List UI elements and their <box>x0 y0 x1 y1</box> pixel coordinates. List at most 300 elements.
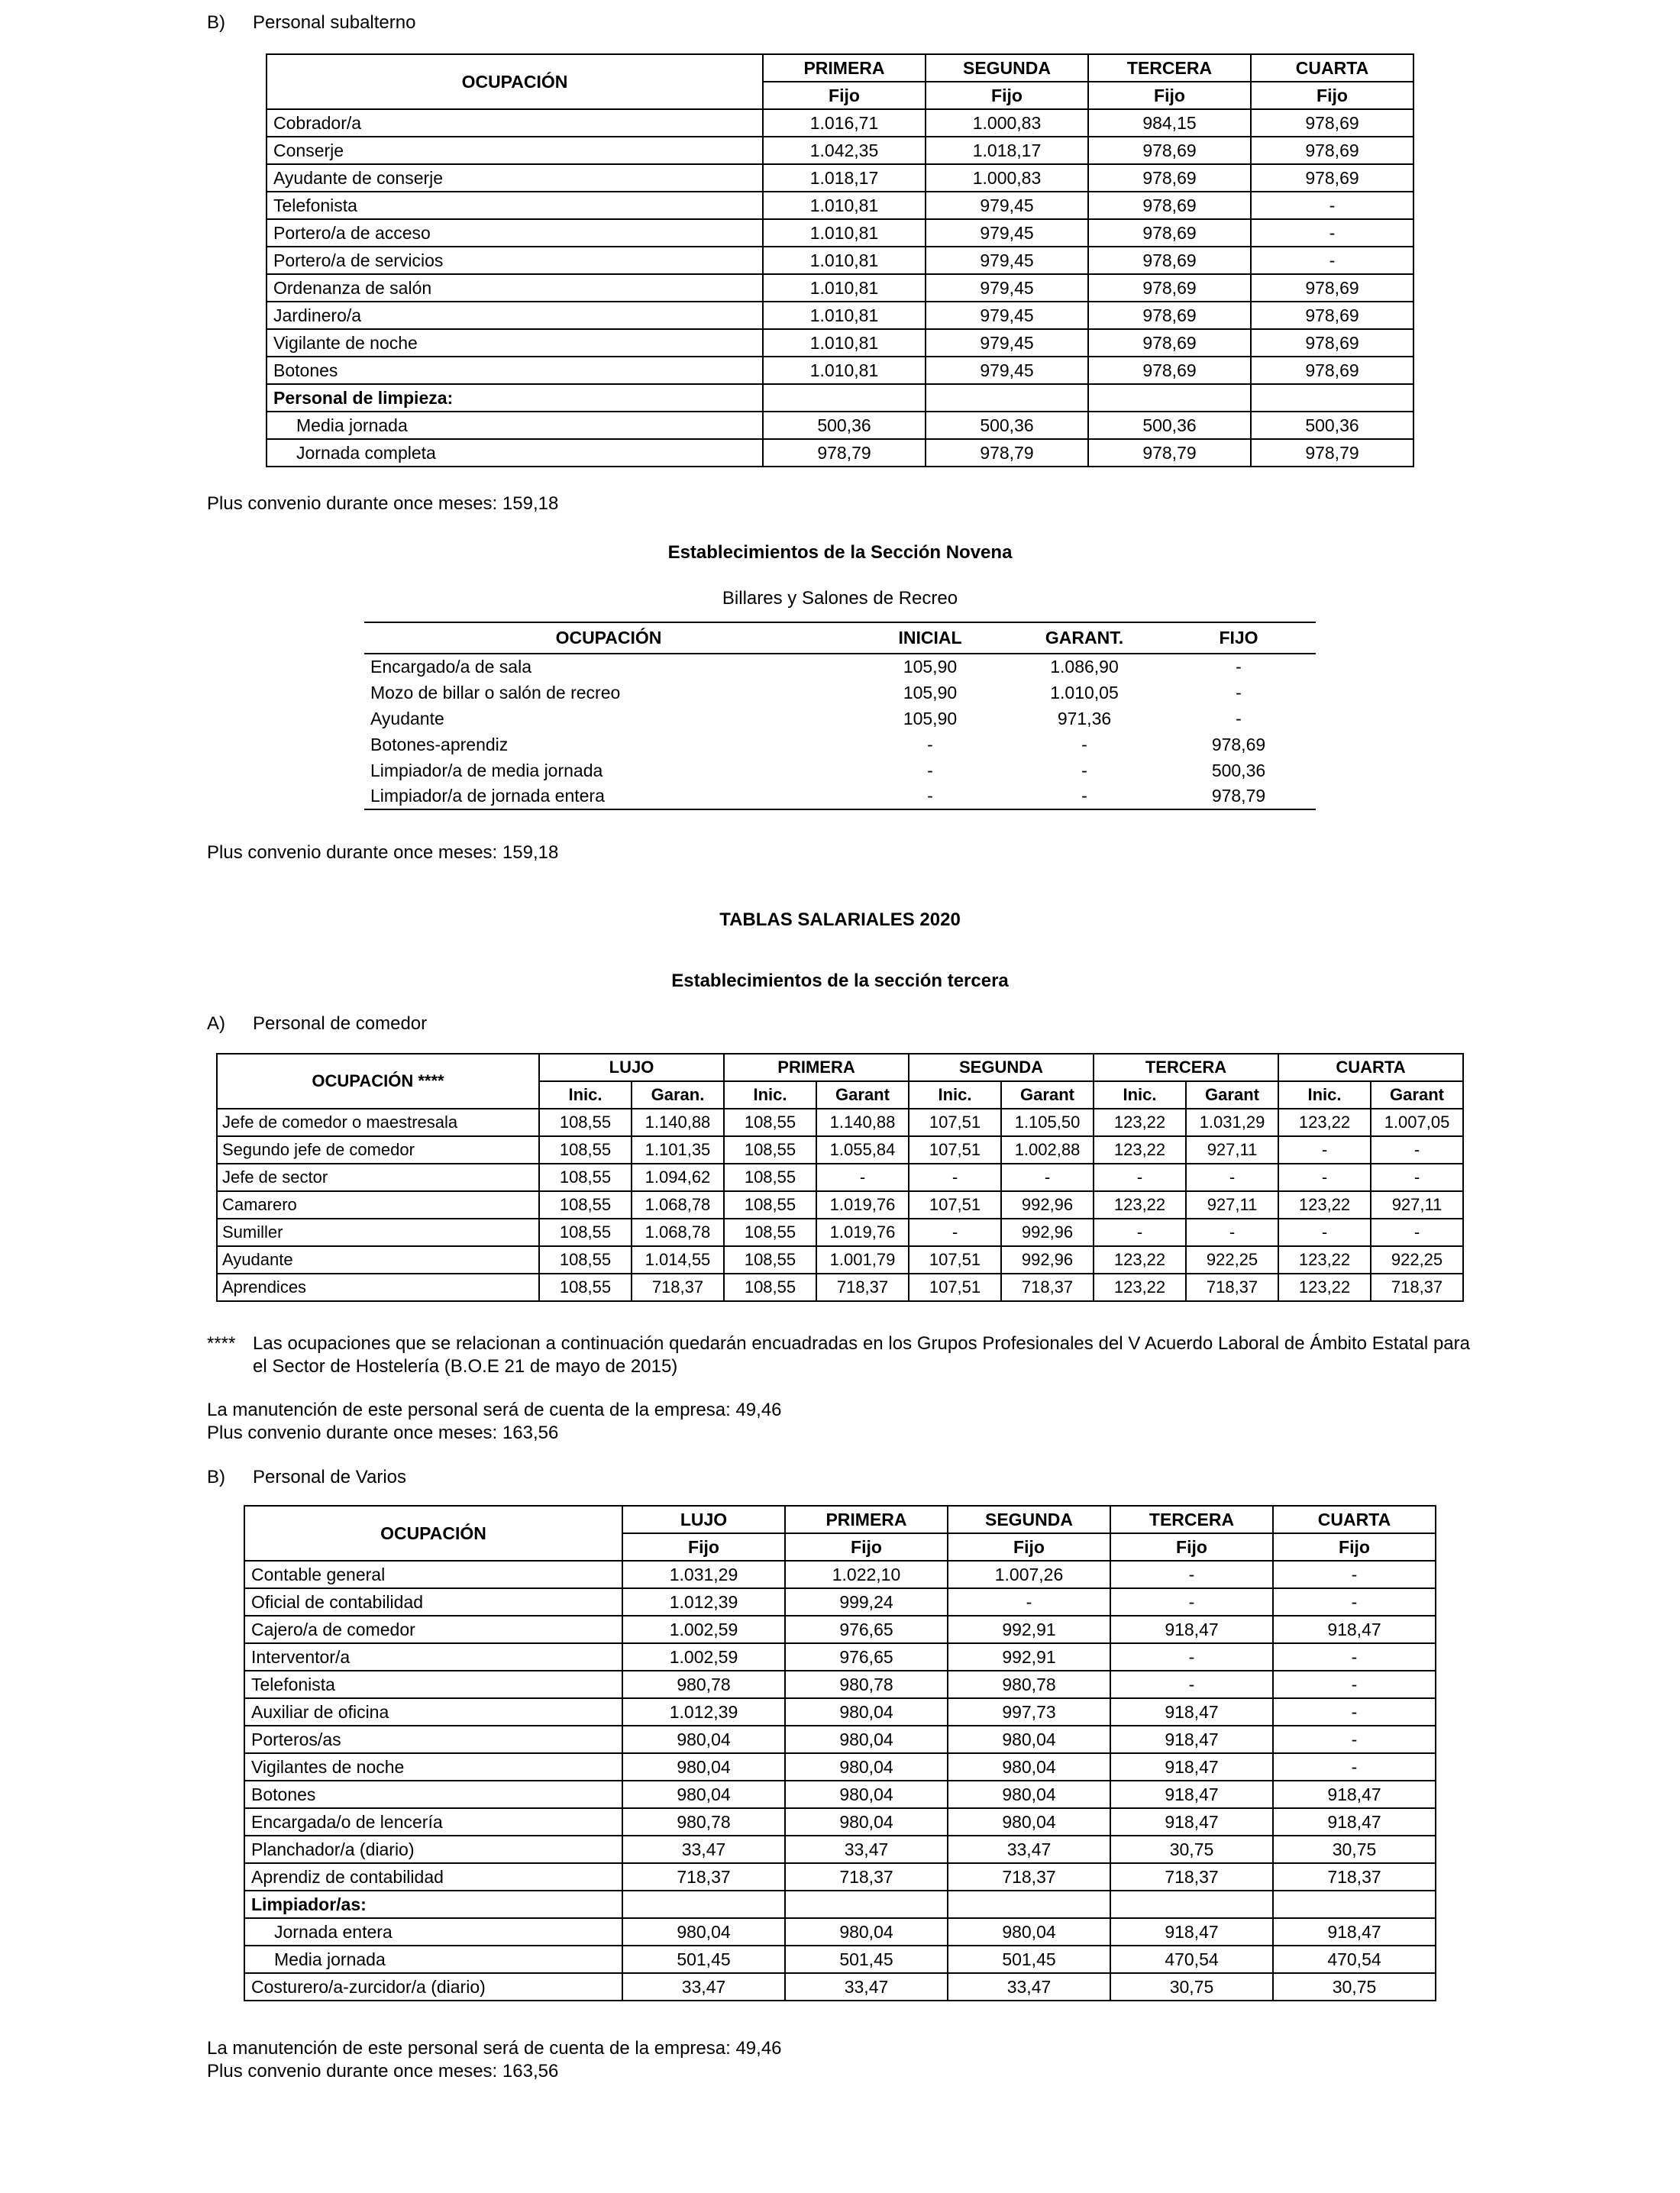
value-cell: 123,22 <box>1094 1274 1186 1301</box>
value-cell: 718,37 <box>1371 1274 1463 1301</box>
value-cell: 33,47 <box>785 1973 948 2001</box>
value-cell: 1.019,76 <box>816 1219 909 1246</box>
table-row <box>267 109 1413 137</box>
table-row <box>244 1616 1436 1643</box>
value-cell: 108,55 <box>724 1219 816 1246</box>
section-label: B) <box>207 12 225 33</box>
value-cell: 999,24 <box>785 1588 948 1616</box>
value-cell: 1.101,35 <box>632 1136 724 1164</box>
value-cell: 1.010,81 <box>763 274 926 302</box>
value-cell: 1.010,81 <box>763 192 926 219</box>
value-cell: 978,79 <box>926 439 1088 467</box>
value-cell: 978,69 <box>1251 109 1413 137</box>
value-cell: 978,69 <box>1088 164 1251 192</box>
section-heading-subalterno <box>207 12 1680 34</box>
value-cell: 1.016,71 <box>763 109 926 137</box>
value-cell: 33,47 <box>622 1836 785 1863</box>
column-header-segunda: SEGUNDA <box>926 54 1088 82</box>
value-cell: 500,36 <box>926 412 1088 439</box>
value-cell: 1.094,62 <box>632 1164 724 1191</box>
occupation-cell: Aprendiz de contabilidad <box>244 1863 622 1891</box>
value-cell: 33,47 <box>948 1836 1110 1863</box>
value-cell: 123,22 <box>1278 1246 1371 1274</box>
value-cell: 501,45 <box>948 1946 1110 1973</box>
value-cell: 107,51 <box>909 1109 1001 1136</box>
occupation-cell: Jornada entera <box>244 1918 622 1946</box>
table-row <box>244 1588 1436 1616</box>
value-cell: 718,37 <box>816 1274 909 1301</box>
heading-seccion-novena: Establecimientos de la Sección Novena <box>667 542 1013 563</box>
column-subheader-garant: Garant <box>1001 1081 1094 1109</box>
value-cell: - <box>1273 1698 1436 1726</box>
value-cell: - <box>1278 1219 1371 1246</box>
value-cell: - <box>927 786 933 806</box>
table-row <box>267 247 1413 274</box>
plus-convenio-note: Plus convenio durante once meses: 163,56 <box>207 2061 559 2082</box>
value-cell: 978,79 <box>1088 439 1251 467</box>
value-cell: 979,45 <box>926 329 1088 357</box>
value-cell: - <box>1081 734 1087 754</box>
value-cell: 978,69 <box>1088 357 1251 384</box>
column-subheader-garant: Garant <box>1186 1081 1278 1109</box>
table-row <box>267 384 1413 412</box>
value-cell: 976,65 <box>785 1616 948 1643</box>
value-cell: 1.002,88 <box>1001 1136 1094 1164</box>
value-cell: 976,65 <box>785 1643 948 1671</box>
value-cell: 718,37 <box>1001 1274 1094 1301</box>
section-title: Personal de Varios <box>253 1467 406 1487</box>
column-subheader-inic: Inic. <box>909 1081 1001 1109</box>
value-cell: 718,37 <box>622 1863 785 1891</box>
value-cell: 918,47 <box>1273 1918 1436 1946</box>
value-cell <box>1251 384 1413 412</box>
value-cell: 1.010,81 <box>763 329 926 357</box>
value-cell <box>926 384 1088 412</box>
value-cell: 978,69 <box>1251 137 1413 164</box>
occupation-cell: Telefonista <box>244 1671 622 1698</box>
value-cell: 978,69 <box>1251 329 1413 357</box>
occupation-cell: Ayudante <box>370 708 444 728</box>
value-cell: 927,11 <box>1186 1136 1278 1164</box>
column-subheader-garan: Garan. <box>632 1081 724 1109</box>
value-cell: 123,22 <box>1094 1136 1186 1164</box>
value-cell: - <box>1094 1164 1186 1191</box>
value-cell: 30,75 <box>1110 1973 1273 2001</box>
section-heading-comedor <box>207 1013 1680 1035</box>
footnote-text: Las ocupaciones que se relacionan a continuación quedarán encuadradas en los Grupos Profesionales del V Acuerdo Laboral de Ámbito Estatal para el Sector de Hostelería (B.O.E 21 de mayo de 2015) <box>253 1333 1470 1377</box>
value-cell: - <box>1273 1726 1436 1753</box>
value-cell: 123,22 <box>1278 1109 1371 1136</box>
value-cell: 107,51 <box>909 1191 1001 1219</box>
value-cell: 500,36 <box>1088 412 1251 439</box>
value-cell: 108,55 <box>724 1246 816 1274</box>
value-cell: - <box>1094 1219 1186 1246</box>
value-cell: 980,04 <box>948 1808 1110 1836</box>
occupation-cell: Porteros/as <box>244 1726 622 1753</box>
value-cell: 108,55 <box>539 1164 632 1191</box>
value-cell: - <box>1278 1136 1371 1164</box>
value-cell: - <box>1186 1219 1278 1246</box>
value-cell: 1.010,81 <box>763 247 926 274</box>
value-cell: 980,04 <box>785 1698 948 1726</box>
occupation-cell: Ayudante <box>217 1246 539 1274</box>
table-row <box>244 1643 1436 1671</box>
value-cell: - <box>1273 1643 1436 1671</box>
value-cell: 978,79 <box>1211 786 1266 806</box>
value-cell: 980,04 <box>948 1781 1110 1808</box>
value-cell: 980,04 <box>785 1726 948 1753</box>
occupation-cell: Botones <box>244 1781 622 1808</box>
table-row <box>244 1863 1436 1891</box>
table-row <box>244 1726 1436 1753</box>
value-cell: 108,55 <box>724 1164 816 1191</box>
table-row <box>267 302 1413 329</box>
occupation-cell: Vigilante de noche <box>267 329 763 357</box>
value-cell: 980,04 <box>622 1726 785 1753</box>
value-cell: 1.018,17 <box>926 137 1088 164</box>
column-header-ocupacion: OCUPACIÓN <box>364 622 853 654</box>
value-cell: 992,96 <box>1001 1246 1094 1274</box>
value-cell: - <box>1371 1164 1463 1191</box>
value-cell: - <box>927 760 933 780</box>
value-cell: 918,47 <box>1110 1781 1273 1808</box>
value-cell: 1.031,29 <box>1186 1109 1278 1136</box>
table-row <box>267 192 1413 219</box>
value-cell: 500,36 <box>1251 412 1413 439</box>
manutencion-note: La manutención de este personal será de cuenta de la empresa: 49,46 <box>207 1400 782 1420</box>
value-cell: - <box>1186 1164 1278 1191</box>
column-header-cuarta: CUARTA <box>1273 1506 1436 1533</box>
value-cell: 980,04 <box>622 1781 785 1808</box>
occupation-cell: Encargada/o de lencería <box>244 1808 622 1836</box>
value-cell: - <box>1110 1588 1273 1616</box>
value-cell: 123,22 <box>1278 1274 1371 1301</box>
value-cell: - <box>1273 1671 1436 1698</box>
occupation-cell: Auxiliar de oficina <box>244 1698 622 1726</box>
value-cell: - <box>1273 1588 1436 1616</box>
value-cell: 1.001,79 <box>816 1246 909 1274</box>
table-row <box>267 357 1413 384</box>
value-cell: - <box>927 734 933 754</box>
value-cell: 980,04 <box>785 1918 948 1946</box>
column-header-tercera: TERCERA <box>1110 1506 1273 1533</box>
heading-tablas-salariales-2020: TABLAS SALARIALES 2020 <box>719 909 961 930</box>
value-cell: 107,51 <box>909 1274 1001 1301</box>
value-cell: 922,25 <box>1371 1246 1463 1274</box>
heading-seccion-tercera: Establecimientos de la sección tercera <box>671 971 1009 991</box>
value-cell: 978,69 <box>1088 329 1251 357</box>
value-cell: 980,78 <box>622 1671 785 1698</box>
value-cell: 979,45 <box>926 357 1088 384</box>
occupation-cell: Limpiador/as: <box>244 1891 622 1918</box>
value-cell: 1.068,78 <box>632 1219 724 1246</box>
table-row <box>244 1753 1436 1781</box>
column-header-primera: PRIMERA <box>763 54 926 82</box>
value-cell: 978,69 <box>1211 734 1266 754</box>
value-cell: - <box>1251 192 1413 219</box>
value-cell: 980,04 <box>622 1918 785 1946</box>
occupation-cell: Jardinero/a <box>267 302 763 329</box>
value-cell: 1.055,84 <box>816 1136 909 1164</box>
table-personal-varios <box>244 1505 1436 2001</box>
value-cell: 1.105,50 <box>1001 1109 1094 1136</box>
value-cell: 978,69 <box>1088 274 1251 302</box>
value-cell: 1.000,83 <box>926 164 1088 192</box>
value-cell: - <box>1371 1136 1463 1164</box>
value-cell <box>1088 384 1251 412</box>
value-cell: 108,55 <box>724 1136 816 1164</box>
table-row <box>217 1274 1463 1301</box>
value-cell: 980,78 <box>948 1671 1110 1698</box>
value-cell: 108,55 <box>539 1191 632 1219</box>
occupation-cell: Ayudante de conserje <box>267 164 763 192</box>
occupation-cell: Planchador/a (diario) <box>244 1836 622 1863</box>
value-cell: 978,69 <box>1251 274 1413 302</box>
column-header-garant: GARANT. <box>1007 622 1161 654</box>
value-cell: 979,45 <box>926 247 1088 274</box>
value-cell: 500,36 <box>1211 760 1266 780</box>
value-cell <box>948 1891 1110 1918</box>
value-cell: 108,55 <box>724 1191 816 1219</box>
value-cell: 918,47 <box>1273 1808 1436 1836</box>
section-label: A) <box>207 1013 225 1034</box>
value-cell: 470,54 <box>1273 1946 1436 1973</box>
table-header-row <box>244 1506 1436 1533</box>
column-header-primera: PRIMERA <box>785 1506 948 1533</box>
value-cell: 978,69 <box>1251 357 1413 384</box>
occupation-cell: Costurero/a-zurcidor/a (diario) <box>244 1973 622 2001</box>
subheading-billares: Billares y Salones de Recreo <box>722 588 958 609</box>
value-cell: 978,69 <box>1088 219 1251 247</box>
table-header-row <box>364 622 1316 654</box>
table-row <box>364 706 1316 732</box>
value-cell: 718,37 <box>1186 1274 1278 1301</box>
table-row <box>244 1671 1436 1698</box>
table-billares <box>364 622 1316 810</box>
column-header-tercera: TERCERA <box>1088 54 1251 82</box>
value-cell: - <box>1251 219 1413 247</box>
occupation-cell: Interventor/a <box>244 1643 622 1671</box>
column-subheader-inic: Inic. <box>724 1081 816 1109</box>
plus-convenio-note: Plus convenio durante once meses: 159,18 <box>207 493 559 514</box>
occupation-cell: Jefe de sector <box>217 1164 539 1191</box>
table-row <box>364 757 1316 783</box>
value-cell: 1.140,88 <box>632 1109 724 1136</box>
column-subheader-fijo: Fijo <box>948 1533 1110 1561</box>
table-body-subalterno <box>267 109 1413 467</box>
value-cell: 1.068,78 <box>632 1191 724 1219</box>
occupation-cell: Limpiador/a de media jornada <box>370 760 603 780</box>
value-cell: 918,47 <box>1110 1616 1273 1643</box>
value-cell: 123,22 <box>1094 1191 1186 1219</box>
value-cell: 1.086,90 <box>1050 657 1119 677</box>
table-row <box>267 412 1413 439</box>
column-header-inicial: INICIAL <box>853 622 1007 654</box>
value-cell: 980,78 <box>622 1808 785 1836</box>
value-cell: 501,45 <box>622 1946 785 1973</box>
value-cell: 718,37 <box>632 1274 724 1301</box>
occupation-cell: Mozo de billar o salón de recreo <box>370 682 621 702</box>
table-row <box>267 219 1413 247</box>
column-subheader-fijo: Fijo <box>1110 1533 1273 1561</box>
column-header-segunda: SEGUNDA <box>948 1506 1110 1533</box>
value-cell: 105,90 <box>903 682 958 702</box>
table-row <box>267 164 1413 192</box>
value-cell: - <box>1236 708 1242 728</box>
section-label: B) <box>207 1467 225 1487</box>
value-cell: 980,78 <box>785 1671 948 1698</box>
footnote <box>207 1332 1470 1378</box>
value-cell: - <box>1081 786 1087 806</box>
occupation-cell: Aprendices <box>217 1274 539 1301</box>
plus-convenio-note: Plus convenio durante once meses: 159,18 <box>207 842 559 863</box>
value-cell: - <box>1081 760 1087 780</box>
value-cell: 980,04 <box>948 1918 1110 1946</box>
value-cell: - <box>1251 247 1413 274</box>
value-cell: 1.000,83 <box>926 109 1088 137</box>
value-cell: 1.042,35 <box>763 137 926 164</box>
occupation-cell: Cobrador/a <box>267 109 763 137</box>
table-row <box>217 1164 1463 1191</box>
value-cell: 33,47 <box>948 1973 1110 2001</box>
value-cell: 108,55 <box>539 1109 632 1136</box>
value-cell: 108,55 <box>539 1219 632 1246</box>
value-cell: 980,04 <box>948 1726 1110 1753</box>
value-cell: 718,37 <box>1273 1863 1436 1891</box>
value-cell: 33,47 <box>785 1836 948 1863</box>
value-cell: 918,47 <box>1110 1808 1273 1836</box>
value-cell: 105,90 <box>903 657 958 677</box>
occupation-cell: Botones-aprendiz <box>370 734 509 754</box>
value-cell <box>763 384 926 412</box>
value-cell: 918,47 <box>1273 1781 1436 1808</box>
value-cell: 1.007,05 <box>1371 1109 1463 1136</box>
occupation-cell: Encargado/a de sala <box>370 657 531 677</box>
value-cell <box>622 1891 785 1918</box>
value-cell: 30,75 <box>1110 1836 1273 1863</box>
value-cell: 984,15 <box>1088 109 1251 137</box>
value-cell: 978,69 <box>1088 192 1251 219</box>
value-cell <box>1110 1891 1273 1918</box>
value-cell: 718,37 <box>948 1863 1110 1891</box>
table-row <box>244 1781 1436 1808</box>
column-subheader-fijo: Fijo <box>1251 82 1413 109</box>
table-row <box>244 1973 1436 2001</box>
column-header-fijo: FIJO <box>1161 622 1316 654</box>
occupation-cell: Conserje <box>267 137 763 164</box>
value-cell: 971,36 <box>1057 708 1112 728</box>
value-cell: 992,96 <box>1001 1219 1094 1246</box>
occupation-cell: Personal de limpieza: <box>267 384 763 412</box>
occupation-cell: Cajero/a de comedor <box>244 1616 622 1643</box>
value-cell: 1.007,26 <box>948 1561 1110 1588</box>
value-cell: 1.010,05 <box>1050 682 1119 702</box>
value-cell: 718,37 <box>785 1863 948 1891</box>
table-row <box>364 783 1316 809</box>
value-cell: 978,69 <box>1088 137 1251 164</box>
table-row <box>364 732 1316 757</box>
value-cell: 978,69 <box>1251 164 1413 192</box>
table-row <box>244 1698 1436 1726</box>
table-personal-comedor <box>216 1053 1464 1302</box>
column-subheader-fijo: Fijo <box>622 1533 785 1561</box>
value-cell: 918,47 <box>1110 1698 1273 1726</box>
column-header-ocupacion: OCUPACIÓN <box>244 1506 622 1561</box>
value-cell: 1.012,39 <box>622 1698 785 1726</box>
occupation-cell: Portero/a de acceso <box>267 219 763 247</box>
value-cell: 978,69 <box>1251 302 1413 329</box>
value-cell: 980,04 <box>785 1753 948 1781</box>
value-cell <box>1273 1891 1436 1918</box>
column-header-primera: PRIMERA <box>724 1054 909 1081</box>
occupation-cell: Media jornada <box>267 412 763 439</box>
column-header-segunda: SEGUNDA <box>909 1054 1094 1081</box>
value-cell: 918,47 <box>1110 1918 1273 1946</box>
column-subheader-inic: Inic. <box>1094 1081 1186 1109</box>
column-subheader-fijo: Fijo <box>1273 1533 1436 1561</box>
value-cell: 107,51 <box>909 1246 1001 1274</box>
value-cell: - <box>1110 1643 1273 1671</box>
column-subheader-garant: Garant <box>816 1081 909 1109</box>
column-header-cuarta: CUARTA <box>1278 1054 1463 1081</box>
value-cell: 992,96 <box>1001 1191 1094 1219</box>
occupation-cell: Jefe de comedor o maestresala <box>217 1109 539 1136</box>
value-cell: 107,51 <box>909 1136 1001 1164</box>
table-row <box>217 1246 1463 1274</box>
value-cell: 1.140,88 <box>816 1109 909 1136</box>
table-body-comedor <box>217 1109 1463 1301</box>
value-cell: 108,55 <box>539 1274 632 1301</box>
value-cell: 918,47 <box>1110 1753 1273 1781</box>
table-body-varios <box>244 1561 1436 2001</box>
table-row <box>244 1836 1436 1863</box>
column-header-lujo: LUJO <box>622 1506 785 1533</box>
value-cell: 979,45 <box>926 302 1088 329</box>
value-cell: 108,55 <box>724 1109 816 1136</box>
value-cell: - <box>909 1219 1001 1246</box>
occupation-cell: Vigilantes de noche <box>244 1753 622 1781</box>
value-cell: - <box>1371 1219 1463 1246</box>
value-cell: - <box>1110 1671 1273 1698</box>
table-row <box>244 1891 1436 1918</box>
value-cell: 1.012,39 <box>622 1588 785 1616</box>
occupation-cell: Camarero <box>217 1191 539 1219</box>
value-cell: - <box>1236 657 1242 677</box>
column-subheader-fijo: Fijo <box>763 82 926 109</box>
value-cell: - <box>1001 1164 1094 1191</box>
column-subheader-fijo: Fijo <box>785 1533 948 1561</box>
value-cell: 470,54 <box>1110 1946 1273 1973</box>
value-cell: 1.010,81 <box>763 219 926 247</box>
column-header-cuarta: CUARTA <box>1251 54 1413 82</box>
table-row <box>267 137 1413 164</box>
section-title: Personal de comedor <box>253 1013 428 1034</box>
occupation-cell: Telefonista <box>267 192 763 219</box>
value-cell: 979,45 <box>926 274 1088 302</box>
column-header-ocupacion: OCUPACIÓN <box>267 54 763 109</box>
value-cell: 1.010,81 <box>763 357 926 384</box>
value-cell: 108,55 <box>724 1274 816 1301</box>
value-cell: 718,37 <box>1110 1863 1273 1891</box>
occupation-cell: Oficial de contabilidad <box>244 1588 622 1616</box>
plus-convenio-note: Plus convenio durante once meses: 163,56 <box>207 1423 559 1443</box>
value-cell: 501,45 <box>785 1946 948 1973</box>
section-title: Personal subalterno <box>253 12 416 33</box>
value-cell: 1.019,76 <box>816 1191 909 1219</box>
value-cell: 1.010,81 <box>763 302 926 329</box>
table-header-row <box>217 1054 1463 1081</box>
table-body-billares <box>364 654 1316 809</box>
